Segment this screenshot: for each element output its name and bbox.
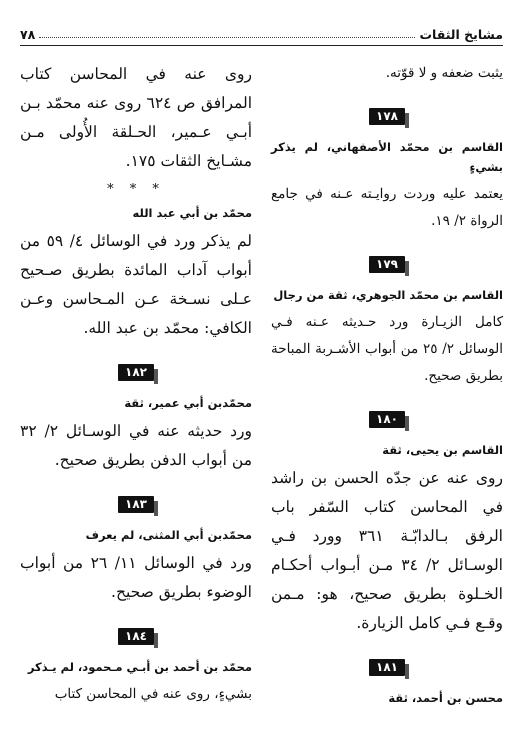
entry-body: يعتمد عليه وردت روايـته عـنه في جامع الرواة ٢/ ١٩. bbox=[271, 186, 503, 229]
entry-unnumbered bbox=[20, 203, 252, 343]
entry-179 bbox=[271, 253, 503, 390]
entry-183 bbox=[20, 493, 252, 607]
left-intro-text: روى عنه في المحاسن كتاب المرافق ص ٦٢٤ روى عنه محمّد بـن أبـي عـمير، الحـلقة الأُولى مـن مشـايخ الثقات ١٧٥. bbox=[20, 65, 253, 170]
entry-heading: القاسم بن محمّد الأصفهاني، لم يذكر بشيءٍ bbox=[271, 140, 503, 174]
entry-number-badge: ١٨٢ bbox=[118, 364, 154, 381]
page-number: ٧٨ bbox=[20, 27, 36, 42]
entry-heading: القاسم بن يحيى، ثقة bbox=[382, 443, 503, 457]
entry-181 bbox=[271, 656, 503, 708]
entry-heading: محمّد بن أحمد بن أبـي مـحمود، لم يـذكر bbox=[27, 660, 252, 674]
entry-number-badge: ١٧٩ bbox=[369, 256, 405, 273]
entry-body: ورد في الوسائل ١١/ ٢٦ من أبواب الوضوء بطريق صحيح. bbox=[20, 554, 253, 601]
entry-body: لم يذكر ورد في الوسائل ٤/ ٥٩ من أبواب آداب المائدة بطريق صـحيح عـلى نسـخة عـن المـحاسن وعـن الكافي: محمّد بن عبد الله. bbox=[20, 232, 252, 337]
entry-182 bbox=[20, 361, 252, 475]
right-intro-text: يثبت ضعفه و لا قوّته. bbox=[385, 65, 503, 81]
entry-body: ورد حديثه عنه في الوسـائل ٢/ ٣٢ من أبواب الدفن بطريق صحيح. bbox=[20, 422, 252, 469]
entry-body: كامل الزيـارة ورد حـديثه عـنه فـي الوسائل ٢/ ٢٥ من أبواب الأشـربة المباحة بطريق صحيح. bbox=[271, 314, 504, 384]
entry-body: روى عنه عن جدّه الحسن بن راشد في المحاسن كتاب السّفر باب الرفق بـالدابّـة ٣٦١ وورد فـي الوسـائل ٢/ ٣٤ مـن أبـواب أحكـام الخـلوة بطريق صحيح، هو: مـمن وقـع فـي كامل الزيارة. bbox=[271, 469, 503, 632]
entry-180 bbox=[271, 408, 503, 638]
section-separator: * * * bbox=[107, 182, 165, 197]
entry-heading: القاسم بن محمّد الجوهري، ثقة من رجال bbox=[273, 288, 503, 302]
entry-number-badge: ١٨٤ bbox=[118, 628, 154, 645]
entry-number-badge: ١٧٨ bbox=[369, 108, 405, 125]
entry-heading: محمّد بن أبي عبد الله bbox=[132, 206, 252, 220]
entry-body: بشيءٍ، روى عنه في المحاسن كتاب bbox=[54, 686, 252, 702]
entry-heading: محسن بن أحمد، ثقة bbox=[388, 691, 503, 705]
entry-178 bbox=[271, 105, 503, 235]
page-header bbox=[20, 12, 503, 46]
entry-184 bbox=[20, 625, 252, 708]
entry-heading: محمّدبن أبي المثنى، لم يعرف bbox=[85, 528, 252, 542]
running-title: مشايخ الثقات bbox=[419, 27, 503, 42]
right-column bbox=[271, 60, 503, 726]
entry-number-badge: ١٨٣ bbox=[118, 496, 154, 513]
header-dot-leader bbox=[39, 37, 415, 38]
entry-number-badge: ١٨١ bbox=[369, 659, 405, 676]
entry-heading: محمّدبن أبي عمير، ثقة bbox=[124, 396, 252, 410]
entry-number-badge: ١٨٠ bbox=[369, 411, 405, 428]
left-column bbox=[20, 60, 252, 726]
